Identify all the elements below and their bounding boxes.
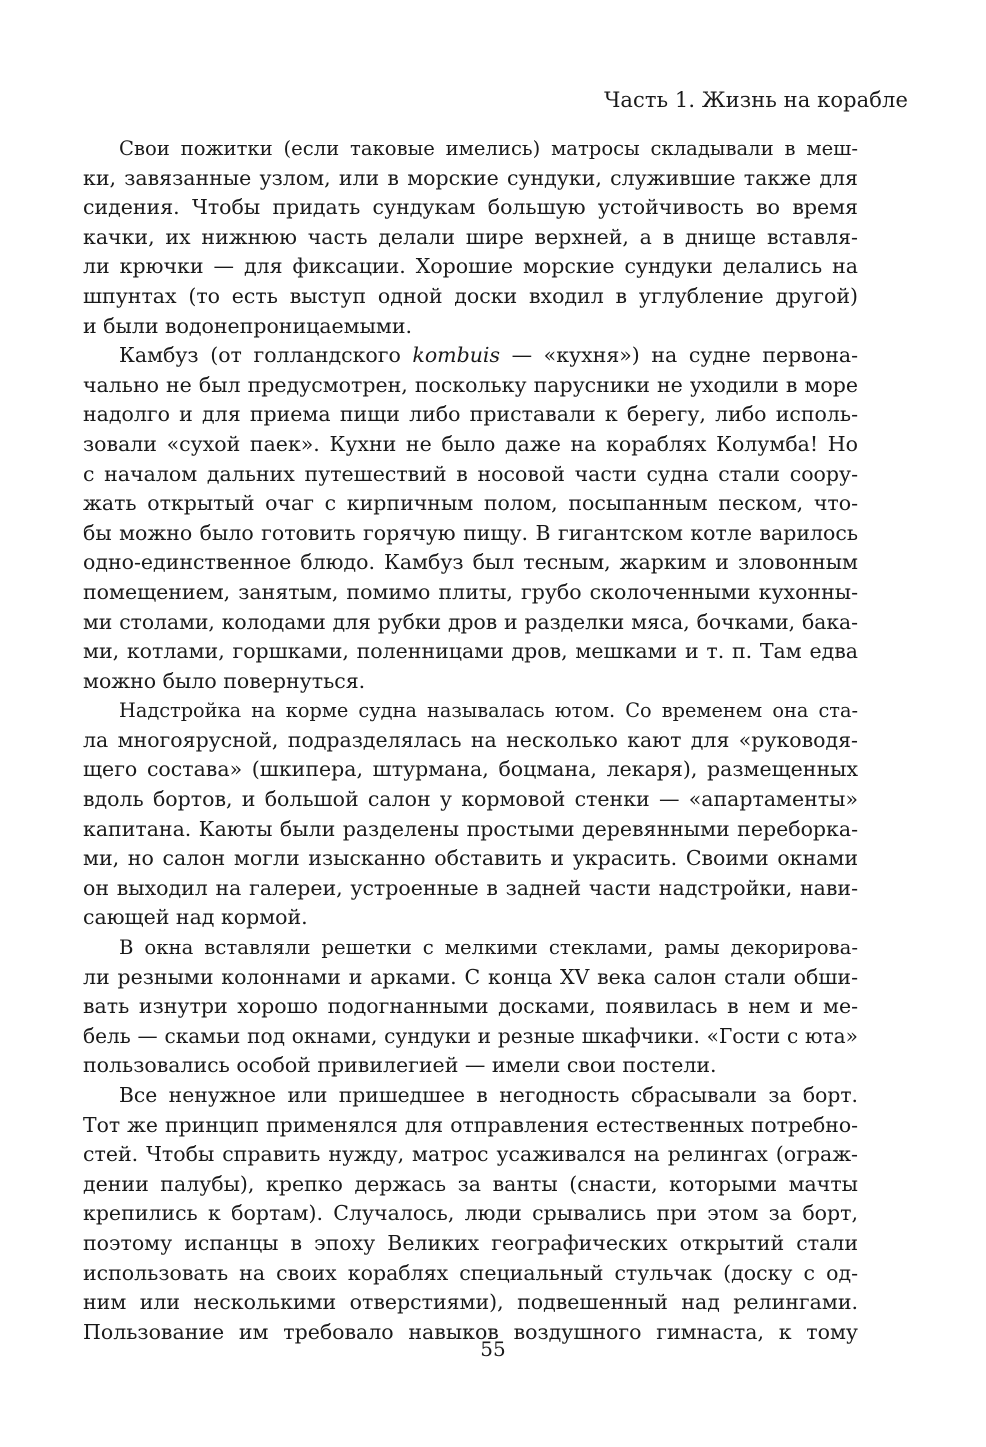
text-line: ли крючки — для фиксации. Хорошие морские сундуки делались на [83,254,858,279]
text-line: бель — скамьи под окнами, сундуки и резные шкафчики. «Гости с юта» [83,1023,858,1048]
text-line: одно-единственное блюдо. Камбуз был тесным, жарким и зловонным [83,550,858,575]
text-line: капитана. Каюты были разделены простыми деревянными переборка- [83,816,858,841]
text-line: ним или несколькими отверстиями), подвешенный над релингами. [83,1290,858,1315]
text-line: использовать на своих кораблях специальный стульчак (доску с од- [83,1260,858,1285]
text-line: дении палубы), крепко держась за ванты (снасти, которыми мачты [83,1171,858,1196]
paragraph-sea-chests [83,134,858,341]
text-line: пользовались особой привилегией — имели свои постели. [83,1053,717,1078]
running-header: Часть 1. Жизнь на корабле [604,88,908,112]
body-text [83,134,858,1347]
paragraph-salon-windows [83,933,858,1081]
text-line-with-italic-term [83,341,858,371]
text-line: стей. Чтобы справить нужду, матрос усаживался на релингах (ограж- [83,1142,858,1167]
text-line: чально не был предусмотрен, поскольку парусники не уходили в море [83,372,858,397]
text-line: Тот же принцип применялся для отправления естественных потребно- [83,1112,858,1137]
text-line: вдоль бортов, и большой салон у кормовой стенки — «апартаменты» [83,787,858,812]
text-line: ми, котлами, горшками, поленницами дров, мешками и т. п. Там едва [83,639,858,664]
paragraph-galley [83,341,858,696]
text-line: он выходил на галереи, устроенные в задней части надстройки, нави- [83,875,858,900]
text-line: Пользование им требовало навыков воздушного гимнаста, к тому [83,1319,858,1344]
text-line: качки, их нижнюю часть делали шире верхней, а в днище вставля- [83,224,858,249]
text-line: В окна вставляли решетки с мелкими стеклами, рамы декорирова- [119,936,858,960]
text-line: бы можно было готовить горячую пищу. В гигантском котле варилось [83,520,858,545]
text-line: Свои пожитки (если таковые имелись) матросы складывали в меш- [119,137,858,160]
text-line: надолго и для приема пищи либо приставали к берегу, либо исполь- [83,402,858,427]
text-line: ки, завязанные узлом, или в морские сундуки, служившие также для [83,165,858,190]
text-line: ми, но салон могли изысканно обставить и украсить. Своими окнами [83,846,858,871]
text-line: Надстройка на корме судна называлась ютом. Со временем она ста- [119,699,858,723]
text-line: ла многоярусной, подразделялась на несколько кают для «руководя- [83,727,858,752]
text-fragment: Камбуз (от голландского [119,343,413,368]
page-number: 55 [480,1337,506,1361]
text-line: щего состава» (шкипера, штурмана, боцмана, лекаря), размещенных [83,757,858,782]
text-line: ми столами, колодами для рубки дров и разделки мяса, бочками, бака- [83,609,858,634]
text-line: с началом дальних путешествий в носовой части судна стали соору- [83,461,858,486]
paragraph-overboard [83,1081,858,1347]
text-line: зовали «сухой паек». Кухни не было даже на кораблях Колумба! Но [83,431,858,456]
text-line: и были водонепроницаемыми. [83,313,413,338]
text-line: можно было повернуться. [83,668,366,693]
text-line: поэтому испанцы в эпоху Великих географических открытий стали [83,1230,858,1255]
text-line: сидения. Чтобы придать сундукам большую устойчивость во время [83,195,858,220]
text-line: крепились к бортам). Случалось, люди срывались при этом за борт, [83,1201,858,1226]
italic-term: kombuis [412,343,501,368]
paragraph-poop-deck [83,696,858,933]
text-line: ли резными колоннами и арками. С конца XV века салон стали обши- [83,964,858,989]
text-line: шпунтах (то есть выступ одной доски входил в углубление другой) [83,283,858,308]
text-line: жать открытый очаг с кирпичным полом, посыпанным песком, что- [83,491,858,516]
text-line: вать изнутри хорошо подогнанными досками, появилась в нем и ме- [83,994,858,1019]
text-line: сающей над кормой. [83,905,308,930]
text-fragment: — «кухня») на судне первона- [500,343,859,368]
text-line: Все ненужное или пришедшее в негодность сбрасывали за борт. [119,1083,858,1107]
text-line: помещением, занятым, помимо плиты, грубо сколоченными кухонны- [83,579,858,604]
